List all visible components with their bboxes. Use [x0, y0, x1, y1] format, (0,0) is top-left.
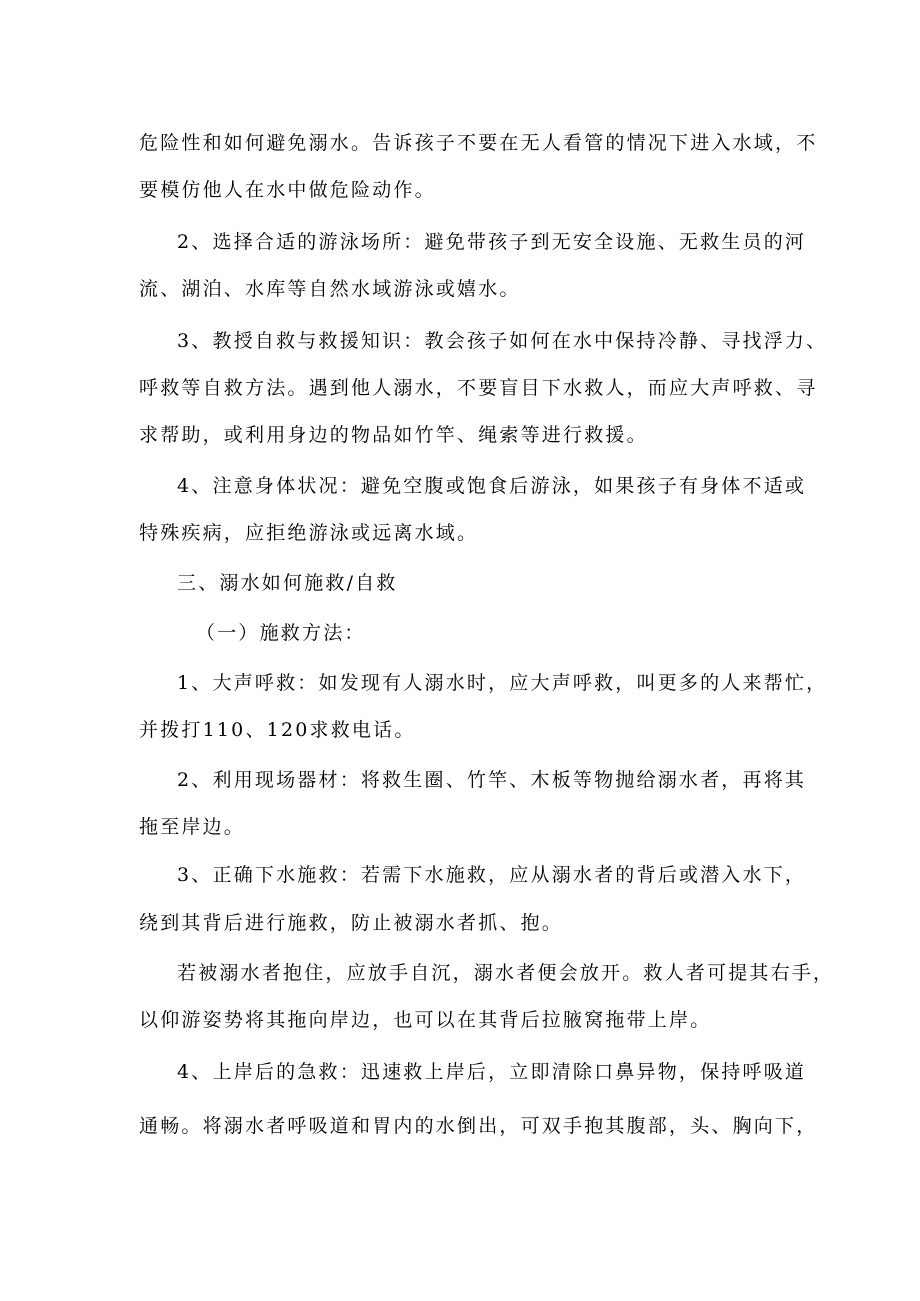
paragraph-line: 流、湖泊、水库等自然水域游泳或嬉水。 — [139, 278, 521, 300]
paragraph-line: 要模仿他人在水中做危险动作。 — [139, 179, 436, 201]
list-item-line: 2、利用现场器材：将救生圈、竹竿、木板等物抛给溺水者，再将其 — [177, 769, 807, 791]
paragraph-line: 并拨打110、120求救电话。 — [139, 719, 416, 741]
paragraph-line: 通畅。将溺水者呼吸道和胃内的水倒出，可双手抱其腹部，头、胸向下， — [139, 1115, 818, 1137]
paragraph-line: 呼救等自救方法。遇到他人溺水，不要盲目下水救人，而应大声呼救、寻 — [139, 377, 818, 399]
paragraph-line: 若被溺水者抱住，应放手自沉，溺水者便会放开。救人者可提其右手， — [177, 962, 835, 984]
paragraph-line: 特殊疾病，应拒绝游泳或远离水域。 — [139, 522, 479, 544]
section-heading: 三、溺水如何施救/自救 — [177, 572, 398, 594]
list-item-line: 3、正确下水施救：若需下水施救，应从溺水者的背后或潜入水下， — [177, 864, 807, 886]
subsection-heading: （一）施救方法： — [196, 622, 366, 644]
paragraph-line: 拖至岸边。 — [139, 816, 246, 838]
paragraph-line: 以仰游姿势将其拖向岸边，也可以在其背后拉腋窝拖带上岸。 — [139, 1009, 712, 1031]
paragraph-line: 求帮助，或利用身边的物品如竹竿、绳索等进行救援。 — [139, 424, 648, 446]
list-item-line: 4、上岸后的急救：迅速救上岸后，立即清除口鼻异物，保持呼吸道 — [177, 1061, 807, 1083]
paragraph-line: 危险性和如何避免溺水。告诉孩子不要在无人看管的情况下进入水域，不 — [139, 132, 818, 154]
paragraph-line: 绕到其背后进行施救，防止被溺水者抓、抱。 — [139, 912, 564, 934]
list-item-line: 2、选择合适的游泳场所：避免带孩子到无安全设施、无救生员的河 — [177, 231, 807, 253]
list-item-line: 3、教授自救与救援知识：教会孩子如何在水中保持冷静、寻找浮力、 — [177, 330, 828, 352]
list-item-line: 4、注意身体状况：避免空腹或饱食后游泳，如果孩子有身体不适或 — [177, 475, 807, 497]
list-item-line: 1、大声呼救：如发现有人溺水时，应大声呼救，叫更多的人来帮忙， — [177, 672, 828, 694]
